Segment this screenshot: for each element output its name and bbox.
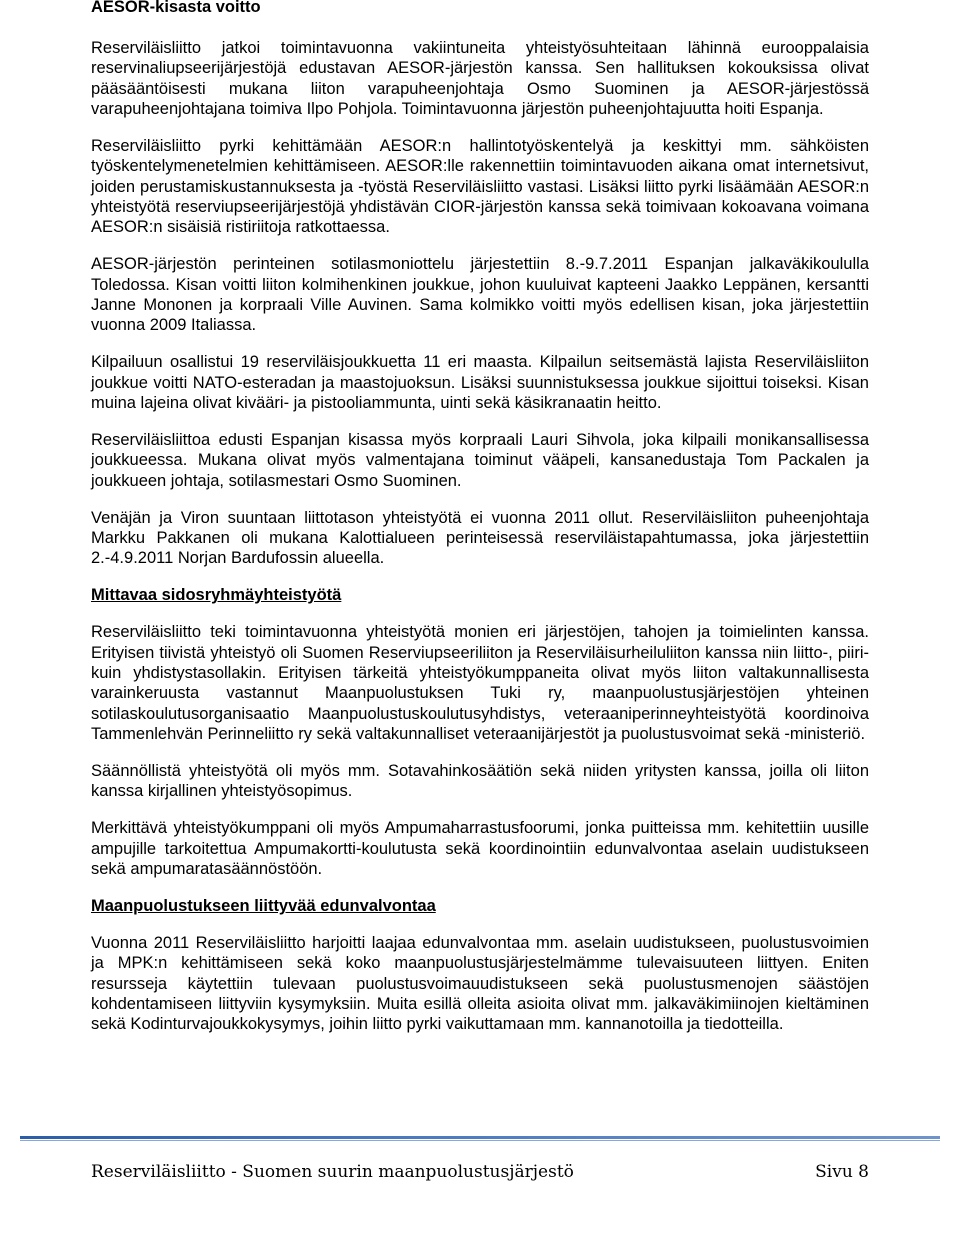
paragraph: Reserviläisliittoa edusti Espanjan kisassa myös korpraali Lauri Sihvola, joka kilpaili monikansallisessa joukkueessa. Mukana olivat myös valmentajana toiminut vääpeli, kansanedustaja Tom Packalen ja joukkueen johtaja, sotilasmestari Osmo Suominen.	[91, 430, 869, 490]
paragraph: Reserviläisliitto jatkoi toimintavuonna vakiintuneita yhteistyösuhteitaan lähinnä eurooppalaisia reservinaliupseerijärjestöjä edustavan AESOR-järjestön kanssa. Sen hallituksen kokouksissa olivat pääsääntöisesti mukana liiton varapuheenjohtaja Osmo Suominen ja AESOR-järjestössä varapuheenjohtajana toimiva Ilpo Pohjola. Toimintavuonna järjestön puheenjohtajuutta hoiti Espanja.	[91, 39, 869, 118]
section-title-aesor: AESOR-kisasta voitto	[91, 0, 261, 16]
footer-divider	[20, 1136, 940, 1139]
paragraph: AESOR-järjestön perinteinen sotilasmoniottelu järjestettiin 8.-9.7.2011 Espanjan jalkaväkikoululla Toledossa. Kisan voitti liiton kolmihenkinen joukkue, johon kuuluivat kapteeni Jaakko Leppänen, kersantti Janne Mononen ja korpraali Ville Auvinen. Sama kolmikko voitti myös edellisen kisan, joka järjestettiin vuonna 2009 Italiassa.	[91, 255, 869, 335]
section-heading-edunvalvonta: Maanpuolustukseen liittyvää edunvalvontaa	[91, 897, 436, 916]
paragraph: Säännöllistä yhteistyötä oli myös mm. Sotavahinkosäätiön sekä niiden yritysten kanssa, joilla oli liiton kanssa kirjallinen yhteistyösopimus.	[91, 761, 869, 801]
paragraph: Kilpailuun osallistui 19 reserviläisjoukkuetta 11 eri maasta. Kilpailun seitsemästä lajista Reserviläisliiton joukkue voitti NATO-esteradan ja maastojuoksun. Lisäksi suunnistuksessa joukkue sijoittui toiseksi. Kisan muina lajeina olivat kivääri- ja pistooliammunta, uinti sekä käsikranaatin heitto.	[91, 353, 869, 412]
paragraph: Reserviläisliitto teki toimintavuonna yhteistyötä monien eri järjestöjen, tahojen ja toimielinten kanssa. Erityisen tiivistä yhteistyö oli Suomen Reserviupseeriliiton ja Reserviläisurheiluliiton kanssa niin liitto-, piiri- kuin yhdistystasollakin. Erityisen tärkeitä yhteistyökumppaneita olivat myös liiton valtakunnallisesta varainkeruusta vastannut Maanpuolustuksen Tuki ry, maanpuolustusjärjestöjen yhteinen sotilaskoulutusorganisaatio Maanpuolustuskoulutusyhdistys, veteraaniperinneyhteistyötä koordinoiva Tammenlehvän Perinneliitto ry sekä valtakunnalliset veteraanijärjestöt ja puolustusvoimat sekä -ministeriö.	[91, 623, 869, 743]
paragraph: Vuonna 2011 Reserviläisliitto harjoitti laajaa edunvalvontaa mm. aselain uudistukseen, puolustusvoimien ja MPK:n kehittämiseen sekä koko maanpuolustusjärjestelmämme tulevaisuuteen liittyen. Eniten resursseja käytettiin tulevaan puolustusvoimauudistukseen sekä puolustusmenojen säästöjen kohdentamiseen liittyviin kysymyksiin. Muita esillä olleita asioita olivat mm. jalkaväkimiinojen kieltäminen sekä Kodinturvajoukkokysymys, joihin liitto pyrki vaikuttamaan mm. kannanotoilla ja tiedotteilla.	[91, 934, 869, 1034]
paragraph: Merkittävä yhteistyökumppani oli myös Ampumaharrastusfoorumi, jonka puitteissa mm. kehitettiin uusille ampujille tarkoitettua Ampumakortti-koulutusta sekä koordinointiin edunvalvontaa aselain uudistukseen sekä ampumaratasäännöstöön.	[91, 819, 869, 878]
paragraph: Venäjän ja Viron suuntaan liittotason yhteistyötä ei vuonna 2011 ollut. Reserviläisliiton puheenjohtaja Markku Pakkanen oli mukana Kalottialueen perinteisessä reserviläistapahtumassa, joka järjestettiin 2.-4.9.2011 Norjan Bardufossin alueella.	[91, 508, 869, 568]
page-number: Sivu 8	[815, 1162, 869, 1182]
section-heading-sidosryhma: Mittavaa sidosryhmäyhteistyötä	[91, 586, 342, 605]
footer-title: Reserviläisliitto - Suomen suurin maanpuolustusjärjestö	[91, 1162, 574, 1182]
paragraph: Reserviläisliitto pyrki kehittämään AESOR:n hallintotyöskentelyä ja keskittyi mm. sähköisten työskentelymenetelmien kehittämiseen. AESOR:lle rakennettiin toimintavuoden aikana omat internetsivut, joiden perustamiskustannuksesta ja -työstä Reserviläisliitto vastasi. Lisäksi liitto pyrki lisäämään AESOR:n yhteistyötä reserviupseerijärjestöjä yhdistävän CIOR-järjestön kanssa sekä toimivaan kokoavana voimana AESOR:n sisäisiä ristiriitoja ratkottaessa.	[91, 136, 869, 237]
document-body	[91, 38, 869, 1051]
